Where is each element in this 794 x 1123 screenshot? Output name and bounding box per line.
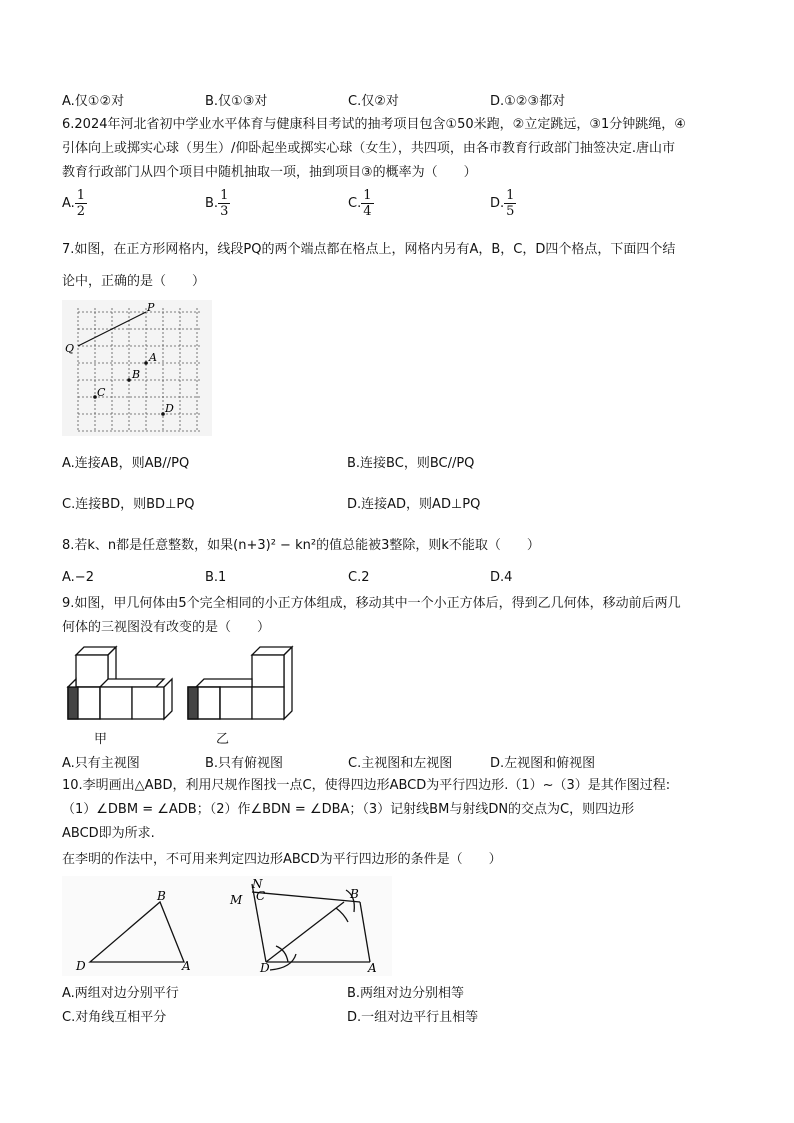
- q9-option-c: C.主视图和左视图: [348, 756, 453, 771]
- q6-text-line1: 6.2024年河北省初中学业水平体育与健康科目考试的抽考项目包含①50米跑，②立定跳远，③1分钟跳绳，④: [62, 117, 686, 132]
- q7-grid-figure: [62, 300, 212, 436]
- fig2-label-a: A: [368, 961, 377, 975]
- q10-text-line3: ABCD即为所求.: [62, 826, 155, 841]
- numerator: 1: [76, 188, 86, 203]
- q10-figures: [62, 876, 392, 976]
- denominator: 4: [363, 204, 372, 219]
- fig2-label-m: M: [230, 893, 243, 907]
- q8-option-c: C.2: [348, 570, 370, 585]
- point-b: [127, 378, 131, 382]
- q10-option-c: C.对角线互相平分: [62, 1010, 167, 1025]
- point-a: [144, 361, 148, 365]
- numerator: 1: [506, 188, 515, 203]
- numerator: 1: [220, 188, 229, 203]
- label-d: D: [165, 402, 174, 415]
- caption-yi: 乙: [216, 732, 230, 747]
- option-letter: C.: [348, 196, 362, 211]
- q7-option-d: D.连接AD，则AD⊥PQ: [347, 497, 481, 512]
- fig2-label-b: B: [350, 887, 359, 901]
- q8-option-a: A.−2: [62, 570, 94, 585]
- q9-option-b: B.只有俯视图: [205, 756, 284, 771]
- label-p: P: [147, 301, 155, 314]
- numerator: 1: [363, 188, 372, 203]
- fig1-label-d: D: [76, 959, 86, 973]
- q7-text-line1: 7.如图，在正方形网格内，线段PQ的两个端点都在格点上，网格内另有A，B，C，D四个格点，下面四个结: [62, 242, 676, 257]
- q10-option-b: B.两组对边分别相等: [347, 986, 465, 1001]
- q10-option-d: D.一组对边平行且相等: [347, 1010, 479, 1025]
- q8-option-d: D.4: [490, 570, 513, 585]
- fraction: [504, 188, 516, 219]
- q6-option-c: [348, 188, 374, 219]
- fig2-label-d: D: [260, 961, 270, 975]
- denominator: 3: [220, 204, 229, 219]
- q8-option-b: B.1: [205, 570, 227, 585]
- label-a: A: [149, 351, 157, 364]
- q10-text-line4: 在李明的作法中，不可用来判定四边形ABCD为平行四边形的条件是（ ）: [62, 852, 502, 867]
- q5-option-b: B.仅①③对: [205, 94, 268, 109]
- fig1-label-b: B: [157, 889, 166, 903]
- fig2-label-c: C: [256, 889, 266, 903]
- q5-option-c: C.仅②对: [348, 94, 399, 109]
- q5-option-d: D.①②③都对: [490, 94, 566, 109]
- option-letter: B.: [205, 196, 219, 211]
- denominator: 2: [76, 204, 86, 219]
- q8-text: 8.若k、n都是任意整数，如果(n+3)² − kn²的值总能被3整除，则k不能取（ ）: [62, 538, 540, 553]
- fraction: [75, 188, 87, 219]
- fig1-label-a: A: [182, 959, 191, 973]
- label-q: Q: [65, 342, 75, 355]
- fig2-label-n: N: [252, 877, 263, 891]
- option-letter: D.: [490, 196, 505, 211]
- solid-yi: [188, 647, 292, 719]
- label-c: C: [97, 386, 106, 399]
- q10-option-a: A.两组对边分别平行: [62, 986, 179, 1001]
- q7-text-line2: 论中，正确的是（ ）: [62, 274, 206, 289]
- q9-text-line2: 何体的三视图没有改变的是（ ）: [62, 620, 271, 635]
- denominator: 5: [506, 204, 515, 219]
- label-b: B: [132, 368, 141, 381]
- q6-option-d: [490, 188, 516, 219]
- fraction: [361, 188, 373, 219]
- figure-background: [62, 876, 392, 976]
- q5-option-a: A.仅①②对: [62, 94, 125, 109]
- q9-option-d: D.左视图和俯视图: [490, 756, 596, 771]
- q7-option-c: C.连接BD，则BD⊥PQ: [62, 497, 195, 512]
- q10-text-line2: （1）∠DBM = ∠ADB；（2）作∠BDN = ∠DBA；（3）记射线BM与射线DN的交点为C，则四边形: [62, 802, 635, 817]
- q9-cube-figures: [62, 645, 302, 723]
- q6-text-line3: 教育行政部门从四个项目中随机抽取一项，抽到项目③的概率为（ ）: [62, 165, 477, 180]
- option-letter: A.: [62, 196, 75, 211]
- q7-option-b: B.连接BC，则BC//PQ: [347, 456, 475, 471]
- q10-text-line1: 10.李明画出△ABD，利用尺规作图找一点C，使得四边形ABCD为平行四边形.（1）~（3）是其作图过程:: [62, 778, 671, 793]
- q6-option-a: [62, 188, 87, 219]
- q6-option-b: [205, 188, 230, 219]
- q9-text-line1: 9.如图，甲几何体由5个完全相同的小正方体组成，移动其中一个小正方体后，得到乙几何体，移动前后两几: [62, 596, 681, 611]
- q9-option-a: A.只有主视图: [62, 756, 140, 771]
- fraction: [218, 188, 230, 219]
- q7-option-a: A.连接AB，则AB//PQ: [62, 456, 190, 471]
- solid-jia: [68, 647, 172, 719]
- caption-jia: 甲: [94, 732, 108, 747]
- q6-text-line2: 引体向上或掷实心球（男生）/仰卧起坐或掷实心球（女生），共四项，由各市教育行政部门抽签决定.唐山市: [62, 141, 676, 156]
